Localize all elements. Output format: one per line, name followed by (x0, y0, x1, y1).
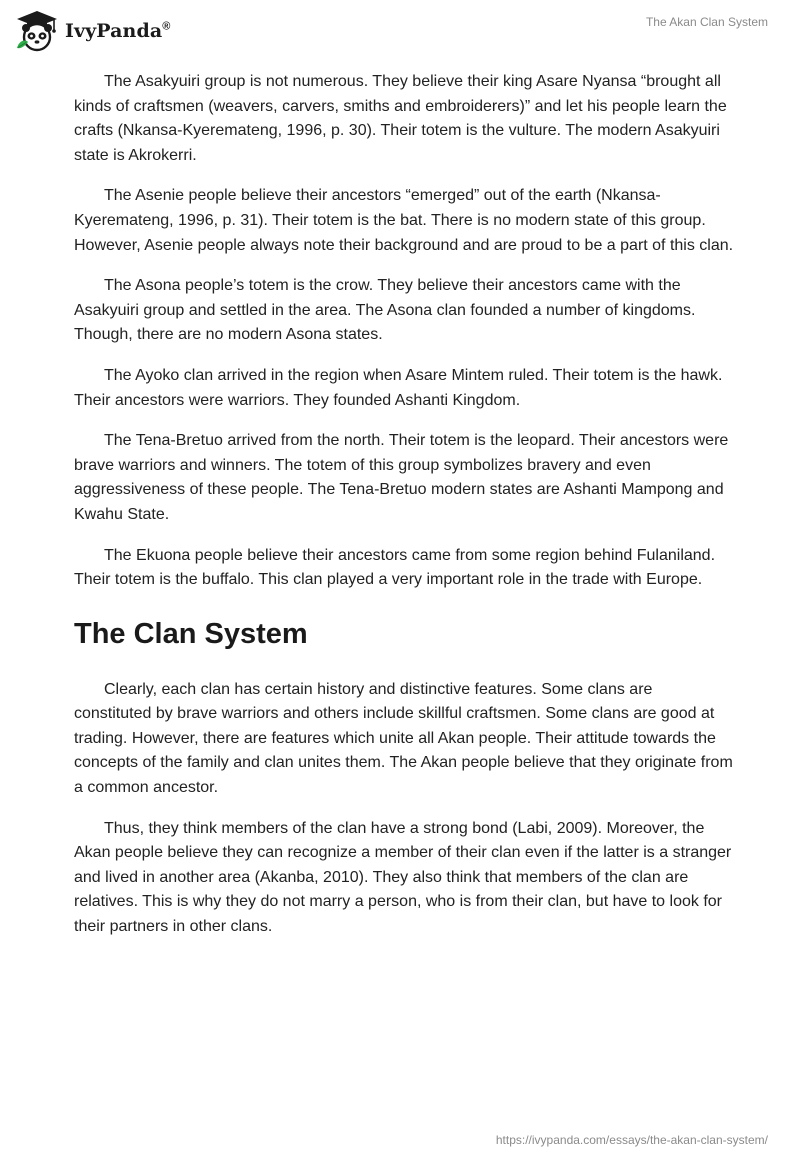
essay-content (74, 70, 734, 956)
paragraph-ekuona: The Ekuona people believe their ancestors came from some region behind Fulaniland. Their totem is the buffalo. This clan played a very important role in the trade with Europe. (74, 546, 716, 589)
paragraph-clan-features: Clearly, each clan has certain history and distinctive features. Some clans are constituted by brave warriors and others include skillful craftsmen. Some clans are good at trading. However, there are features which unite all Akan people. Their attitude towards the concepts of the family and clan unites them. The Akan people believe that they originate from a common ancestor. (74, 680, 733, 797)
source-url[interactable]: https://ivypanda.com/essays/the-akan-clan-system/ (495, 1133, 768, 1147)
document-title: The Akan Clan System (645, 15, 768, 29)
paragraph-asakyuiri: The Asakyuiri group is not numerous. They believe their king Asare Nyansa “brought all kinds of craftsmen (weavers, carvers, smiths and embroiderers)” and let his people learn the crafts (Nkansa-Kyeremateng, 1996, p. 30). Their totem is the vulture. The modern Asakyuiri state is Akrokerri. (74, 73, 727, 164)
ivypanda-logo[interactable] (14, 8, 171, 54)
panda-mascot-icon (14, 8, 60, 54)
paragraph-clan-bond: Thus, they think members of the clan have a strong bond (Labi, 2009). Moreover, the Akan people believe they can recognize a member of their clan even if the latter is a stranger and lived in another area (Akanba, 2010). They also think that members of the clan are relatives. This is why they do not marry a person, who is from their clan, but have to look for their partners in other clans. (74, 819, 732, 936)
paragraph-tena-bretuo: The Tena-Bretuo arrived from the north. Their totem is the leopard. Their ancestors were brave warriors and winners. The totem of this group symbolizes bravery and even aggressiveness of these people. The Tena-Bretuo modern states are Ashanti Mampong and Kwahu State. (74, 432, 729, 523)
paragraph-asenie: The Asenie people believe their ancestors “emerged” out of the earth (Nkansa-Kyeremateng, 1996, p. 31). Their totem is the bat. There is no modern state of this group. However, Asenie people always note their background and are proud to be a part of this clan. (74, 187, 734, 254)
section-heading: The Clan System (74, 617, 308, 650)
logo-name: IvyPanda (65, 20, 163, 42)
page-header (0, 0, 800, 62)
logo-wordmark (65, 20, 171, 42)
registered-mark: ® (162, 20, 171, 33)
paragraph-ayoko: The Ayoko clan arrived in the region when Asare Mintem ruled. Their totem is the hawk. Their ancestors were warriors. They founded Ashanti Kingdom. (74, 366, 723, 409)
paragraph-asona: The Asona people’s totem is the crow. They believe their ancestors came with the Asakyuiri group and settled in the area. The Asona clan founded a number of kingdoms. Though, there are no modern Asona states. (74, 277, 696, 344)
